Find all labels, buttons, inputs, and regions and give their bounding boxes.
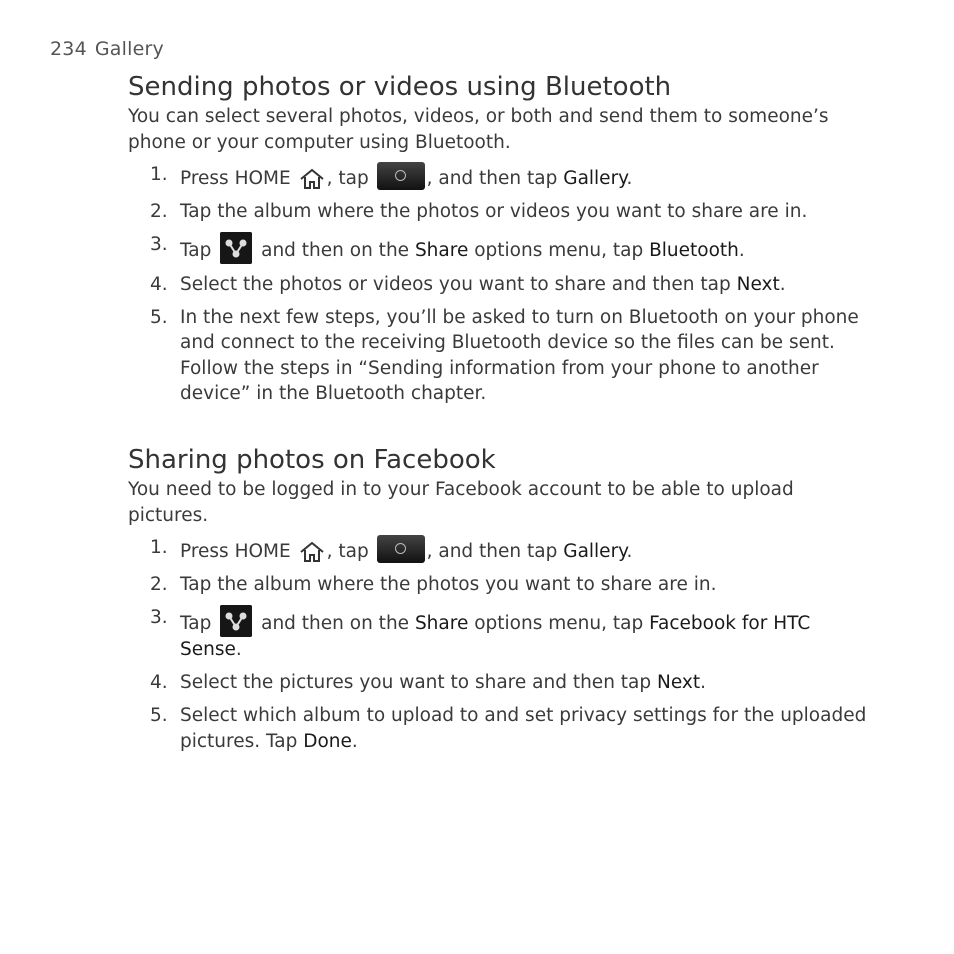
camera-app-icon bbox=[377, 162, 425, 190]
share-icon bbox=[220, 605, 252, 637]
section-facebook bbox=[128, 443, 868, 762]
section-bluetooth bbox=[128, 70, 868, 414]
section-title: Sharing photos on Facebook bbox=[128, 445, 496, 475]
steps-list bbox=[128, 162, 868, 407]
share-icon bbox=[220, 232, 252, 264]
page-header bbox=[50, 38, 164, 60]
step-item: 1. Press HOME , tap , and then tap Gallery. bbox=[150, 537, 633, 562]
steps-list bbox=[128, 535, 868, 754]
step-item: 5. Select which album to upload to and set privacy settings for the uploaded pictures. Tap Done. bbox=[150, 705, 867, 752]
step-item: 5. In the next few steps, you’ll be asked to turn on Bluetooth on your phone and connect to the receiving Bluetooth device so the files can be sent. Follow the steps in “Sending information from your phone to another device” in the Bluetooth chapter. bbox=[150, 306, 859, 404]
home-icon bbox=[299, 168, 325, 190]
step-item: 4. Select the pictures you want to share and then tap Next. bbox=[150, 672, 707, 693]
step-item: 3. Tap and then on the Share options menu, tap Facebook for HTC Sense. bbox=[150, 607, 811, 660]
step-item: 2. Tap the album where the photos you want to share are in. bbox=[150, 574, 717, 595]
step-item: 1. Press HOME , tap , and then tap Gallery. bbox=[150, 164, 633, 189]
step-item: 4. Select the photos or videos you want to share and then tap Next. bbox=[150, 273, 786, 295]
step-item: 2. Tap the album where the photos or videos you want to share are in. bbox=[150, 201, 808, 222]
section-intro: You need to be logged in to your Facebook account to be able to upload pictures. bbox=[128, 479, 794, 526]
step-item: 3. Tap and then on the Share options menu, tap Bluetooth. bbox=[128, 232, 868, 264]
page-number: 234 bbox=[50, 38, 87, 60]
section-title: Sending photos or videos using Bluetooth bbox=[128, 72, 672, 102]
camera-app-icon bbox=[377, 535, 425, 563]
home-icon bbox=[299, 541, 325, 563]
section-intro: You can select several photos, videos, or both and send them to someone’s phone or your computer using Bluetooth. bbox=[128, 106, 829, 153]
chapter-name: Gallery bbox=[94, 38, 164, 60]
